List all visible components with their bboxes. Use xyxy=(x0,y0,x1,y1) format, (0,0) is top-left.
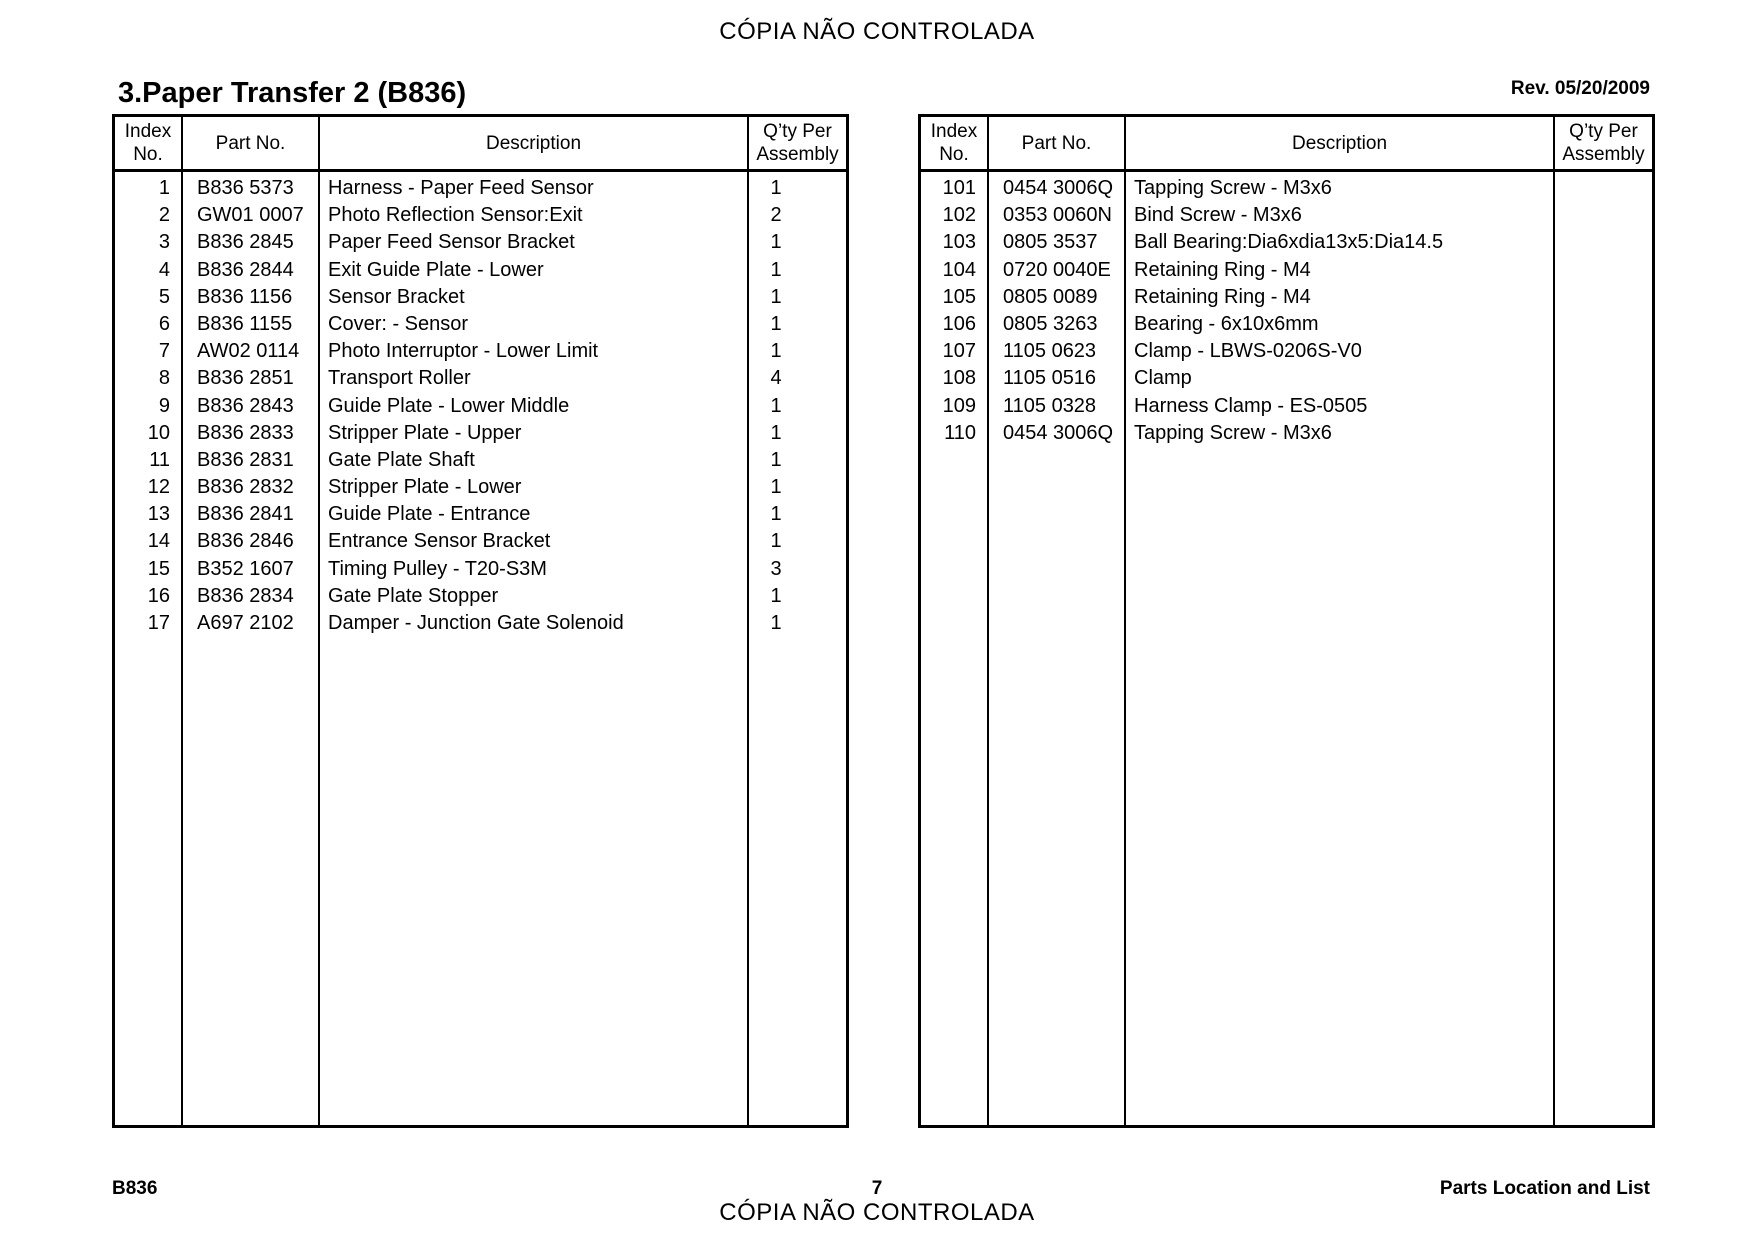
table-row xyxy=(115,583,846,610)
index-cell: 2 xyxy=(158,204,170,227)
index-cell: 103 xyxy=(942,231,976,254)
index-cell: 12 xyxy=(147,476,170,499)
description-cell: Bind Screw - M3x6 xyxy=(1134,204,1302,227)
part-number-cell: B836 1155 xyxy=(197,312,293,335)
table-row xyxy=(921,229,1652,256)
table-row xyxy=(115,556,846,583)
table-row xyxy=(115,229,846,256)
part-number-cell: 0353 0060N xyxy=(1003,204,1112,227)
watermark-bottom: CÓPIA NÃO CONTROLADA xyxy=(719,1199,1035,1226)
header-part-no: Part No. xyxy=(215,132,286,154)
index-cell: 1 xyxy=(158,177,170,199)
index-cell: 13 xyxy=(147,503,170,526)
index-cell: 15 xyxy=(147,557,170,580)
qty-cell: 1 xyxy=(770,258,782,281)
qty-cell: 1 xyxy=(770,312,782,335)
index-cell: 110 xyxy=(944,421,976,444)
qty-cell xyxy=(1553,311,1611,338)
header-description: Description xyxy=(485,132,582,154)
description-cell: Exit Guide Plate - Lower xyxy=(328,258,544,281)
description-cell: Guide Plate - Entrance xyxy=(328,503,531,526)
index-cell: 107 xyxy=(942,340,976,363)
qty-cell xyxy=(1553,229,1611,256)
index-cell: 7 xyxy=(158,340,170,363)
qty-cell xyxy=(1553,365,1611,392)
index-cell: 101 xyxy=(942,177,976,199)
table-row xyxy=(921,175,1652,202)
description-cell: Cover: - Sensor xyxy=(328,312,469,335)
description-cell: Photo Interruptor - Lower Limit xyxy=(328,340,599,363)
part-number-cell: A697 2102 xyxy=(197,612,294,634)
footer-section: Parts Location and List xyxy=(1439,1178,1650,1199)
index-cell: 11 xyxy=(149,448,170,471)
index-cell: 104 xyxy=(942,258,976,281)
part-number-cell: 1105 0623 xyxy=(1003,340,1097,363)
table-row xyxy=(921,420,1652,447)
part-number-cell: B836 2841 xyxy=(197,503,294,526)
part-number-cell: 0805 3537 xyxy=(1003,231,1098,254)
description-cell: Timing Pulley - T20-S3M xyxy=(328,557,547,580)
footer-model: B836 xyxy=(112,1178,158,1199)
description-cell: Stripper Plate - Upper xyxy=(328,421,522,444)
table-row xyxy=(115,311,846,338)
header-qty: Q’ty Per Assembly xyxy=(756,121,839,165)
part-number-cell: B836 5373 xyxy=(197,177,294,199)
table-row xyxy=(921,257,1652,284)
qty-cell: 4 xyxy=(770,367,782,390)
part-number-cell: B836 1156 xyxy=(197,285,293,308)
page-title: 3.Paper Transfer 2 (B836) xyxy=(118,77,467,109)
table-row xyxy=(115,202,846,229)
header-index: Index No. xyxy=(124,121,172,165)
qty-cell xyxy=(1553,202,1611,229)
part-number-cell: B836 2833 xyxy=(197,421,294,444)
index-cell: 14 xyxy=(147,530,170,553)
description-cell: Tapping Screw - M3x6 xyxy=(1134,177,1332,199)
qty-cell: 1 xyxy=(770,340,782,363)
table-row xyxy=(115,528,846,555)
table-row xyxy=(921,311,1652,338)
table-row xyxy=(115,610,846,637)
description-cell: Damper - Junction Gate Solenoid xyxy=(328,612,624,634)
table-row xyxy=(115,447,846,474)
part-number-cell: B836 2843 xyxy=(197,394,294,417)
table-row xyxy=(921,338,1652,365)
table-row xyxy=(921,393,1652,420)
qty-cell: 1 xyxy=(770,285,782,308)
part-number-cell: B836 2834 xyxy=(197,584,294,607)
index-cell: 17 xyxy=(147,612,170,634)
qty-cell xyxy=(1553,393,1611,420)
description-cell: Entrance Sensor Bracket xyxy=(328,530,551,553)
qty-cell: 1 xyxy=(770,503,782,526)
qty-cell: 1 xyxy=(770,448,782,471)
description-cell: Photo Reflection Sensor:Exit xyxy=(328,204,583,227)
qty-cell xyxy=(1553,175,1611,202)
part-number-cell: 1105 0328 xyxy=(1003,394,1097,417)
description-cell: Transport Roller xyxy=(328,367,471,390)
part-number-cell: B836 2844 xyxy=(197,258,294,281)
table-row xyxy=(115,257,846,284)
index-cell: 16 xyxy=(147,584,170,607)
index-cell: 109 xyxy=(942,394,976,417)
description-cell: Stripper Plate - Lower xyxy=(328,476,522,499)
table-row xyxy=(115,474,846,501)
qty-cell: 1 xyxy=(770,530,782,553)
table-row xyxy=(115,365,846,392)
qty-cell: 1 xyxy=(770,394,782,417)
description-cell: Retaining Ring - M4 xyxy=(1134,258,1311,281)
part-number-cell: GW01 0007 xyxy=(197,204,304,227)
qty-cell: 1 xyxy=(770,421,782,444)
table-row xyxy=(921,284,1652,311)
description-cell: Clamp - LBWS-0206S-V0 xyxy=(1134,340,1362,363)
table-body xyxy=(115,175,846,637)
index-cell: 102 xyxy=(942,204,976,227)
header-qty: Q’ty Per Assembly xyxy=(1562,121,1645,165)
header-divider xyxy=(115,169,846,172)
header-description: Description xyxy=(1291,132,1388,154)
table-row xyxy=(921,202,1652,229)
part-number-cell: 1105 0516 xyxy=(1003,367,1097,390)
parts-table-left xyxy=(112,114,849,1128)
table-row xyxy=(115,420,846,447)
qty-cell xyxy=(1553,284,1611,311)
watermark-top: CÓPIA NÃO CONTROLADA xyxy=(719,18,1035,45)
parts-table-right xyxy=(918,114,1655,1128)
index-cell: 108 xyxy=(942,367,976,390)
index-cell: 5 xyxy=(158,285,170,308)
part-number-cell: 0454 3006Q xyxy=(1003,177,1114,199)
part-number-cell: B352 1607 xyxy=(197,557,294,580)
index-cell: 9 xyxy=(158,394,170,417)
part-number-cell: 0454 3006Q xyxy=(1003,421,1114,444)
part-number-cell: B836 2831 xyxy=(197,448,294,471)
index-cell: 3 xyxy=(158,231,170,254)
index-cell: 106 xyxy=(942,312,976,335)
part-number-cell: B836 2832 xyxy=(197,476,294,499)
description-cell: Gate Plate Shaft xyxy=(328,448,475,471)
revision-date: Rev. 05/20/2009 xyxy=(1510,78,1650,99)
part-number-cell: B836 2845 xyxy=(197,231,294,254)
description-cell: Bearing - 6x10x6mm xyxy=(1134,312,1319,335)
qty-cell: 3 xyxy=(770,557,782,580)
header-divider xyxy=(921,169,1652,172)
qty-cell xyxy=(1553,338,1611,365)
index-cell: 10 xyxy=(147,421,170,444)
qty-cell: 1 xyxy=(770,584,782,607)
description-cell: Guide Plate - Lower Middle xyxy=(328,394,570,417)
table-row xyxy=(115,284,846,311)
description-cell: Gate Plate Stopper xyxy=(328,584,499,607)
table-row xyxy=(115,393,846,420)
table-row xyxy=(921,365,1652,392)
index-cell: 105 xyxy=(942,285,976,308)
qty-cell xyxy=(1553,257,1611,284)
index-cell: 4 xyxy=(158,258,170,281)
description-cell: Ball Bearing:Dia6xdia13x5:Dia14.5 xyxy=(1134,231,1444,254)
part-number-cell: B836 2846 xyxy=(197,530,294,553)
qty-cell: 2 xyxy=(770,204,782,227)
table-body xyxy=(921,175,1652,447)
part-number-cell: 0805 3263 xyxy=(1003,312,1098,335)
table-row xyxy=(115,338,846,365)
table-row xyxy=(115,501,846,528)
qty-cell: 1 xyxy=(770,177,782,199)
description-cell: Sensor Bracket xyxy=(328,285,465,308)
footer-page-number: 7 xyxy=(871,1178,883,1199)
part-number-cell: B836 2851 xyxy=(197,367,294,390)
header-index: Index No. xyxy=(930,121,978,165)
part-number-cell: 0720 0040E xyxy=(1003,258,1111,281)
index-cell: 8 xyxy=(158,367,170,390)
description-cell: Paper Feed Sensor Bracket xyxy=(328,231,575,254)
header-part-no: Part No. xyxy=(1021,132,1092,154)
description-cell: Harness - Paper Feed Sensor xyxy=(328,177,594,199)
index-cell: 6 xyxy=(158,312,170,335)
description-cell: Harness Clamp - ES-0505 xyxy=(1134,394,1368,417)
qty-cell: 1 xyxy=(770,231,782,254)
qty-cell xyxy=(1553,420,1611,447)
qty-cell: 1 xyxy=(770,476,782,499)
description-cell: Retaining Ring - M4 xyxy=(1134,285,1311,308)
description-cell: Tapping Screw - M3x6 xyxy=(1134,421,1332,444)
part-number-cell: AW02 0114 xyxy=(197,340,300,363)
part-number-cell: 0805 0089 xyxy=(1003,285,1098,308)
description-cell: Clamp xyxy=(1134,367,1192,390)
qty-cell: 1 xyxy=(770,612,782,634)
table-row xyxy=(115,175,846,202)
